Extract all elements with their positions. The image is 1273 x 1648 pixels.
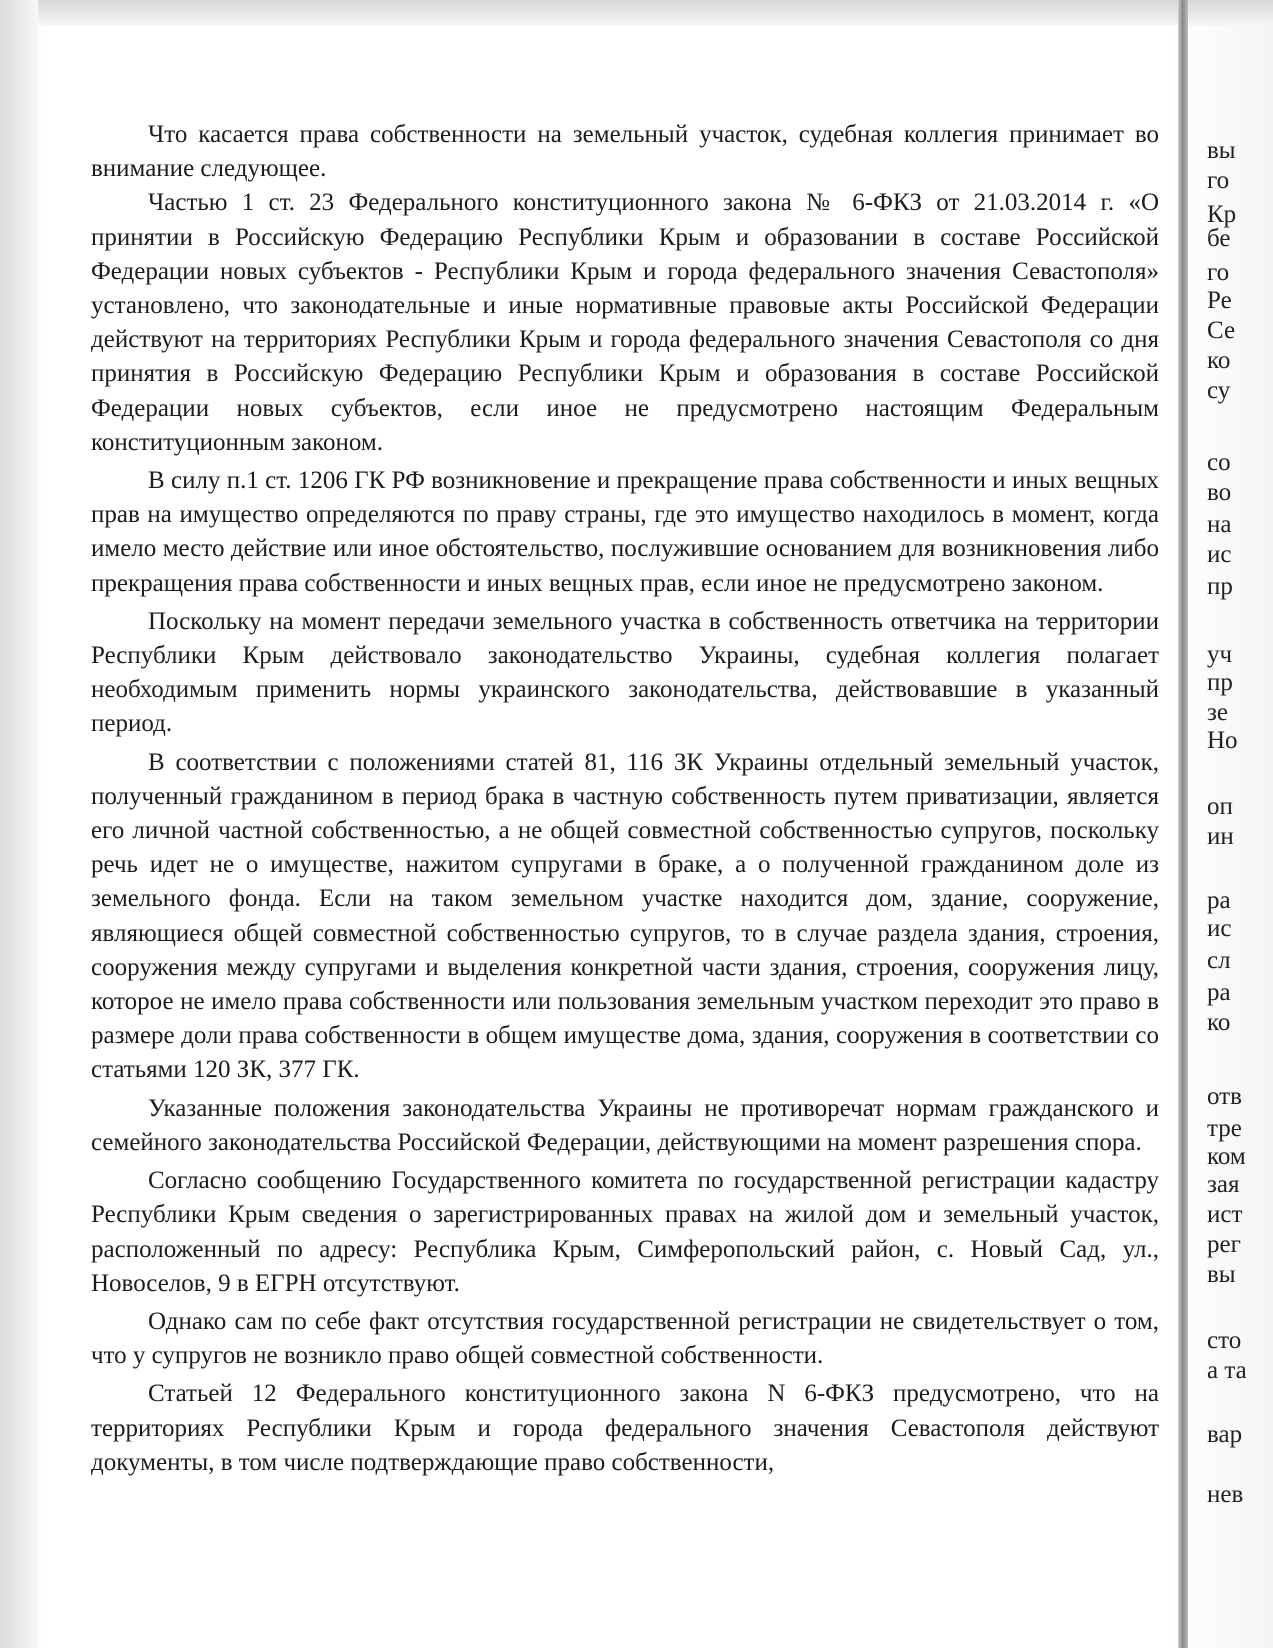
next-page-fragment: пр	[1207, 573, 1233, 600]
next-page-fragment: тре	[1207, 1115, 1242, 1142]
page-fold-shadow	[1178, 0, 1188, 1648]
next-page-fragment: со	[1207, 449, 1231, 476]
next-page-fragment: уч	[1207, 641, 1233, 668]
next-page-fragment: а та	[1207, 1357, 1247, 1384]
next-page-fragment: вар	[1207, 1421, 1243, 1448]
next-page-fragment: вы	[1207, 137, 1236, 164]
next-page-fragment: ист	[1207, 1201, 1243, 1228]
next-page-fragment: во	[1207, 479, 1232, 506]
next-page-fragment: ра	[1207, 887, 1231, 914]
next-page-fragment: ин	[1207, 823, 1234, 850]
next-page-fragment: Ре	[1207, 287, 1232, 314]
next-page-fragment: ис	[1207, 541, 1232, 568]
next-page-fragment: ко	[1207, 1009, 1231, 1036]
paragraph: Что касается права собственности на земельный участок, судебная коллегия принимает во внимание следующее.	[91, 121, 1159, 183]
paragraph: Однако сам по себе факт отсутствия государственной регистрации не свидетельствует о том, что у супругов не возникло право общей совместной собственности.	[91, 1307, 1159, 1370]
paragraph: Статьей 12 Федерального конституционного закона N 6-ФКЗ предусмотрено, что на территориях Республики Крым и города федерального значения Севастополя действуют документы, в том числе подтверждающие право собственности,	[91, 1380, 1159, 1476]
next-page-fragment: ком	[1207, 1143, 1246, 1170]
paragraph: Указанные положения законодательства Украины не противоречат нормам гражданского и семейного законодательства Российской Федерации, действующими на момент разрешения спора.	[91, 1094, 1159, 1156]
next-page-fragment: на	[1207, 511, 1232, 538]
next-page-fragment: ис	[1207, 915, 1232, 942]
paragraph: Согласно сообщению Государственного комитета по государственной регистрации кадастру Республики Крым сведения о зарегистрированных правах на жилой дом и земельный участок, расположенный по адресу: Республика Крым, Симферопольский район, с. Новый Сад, ул., Новоселов, 9 в ЕГРН отсутствуют.	[91, 1167, 1159, 1297]
scan-left-shadow	[0, 0, 38, 1648]
next-page-fragment: Кр	[1207, 201, 1237, 228]
next-page-edge	[1193, 118, 1273, 1648]
paragraph: Поскольку на момент передачи земельного участка в собственность ответчика на территории Республики Крым действовало законодательство Украины, судебная коллегия полагает необходимым применить нормы украинского законодательства, действовавшие в указанный период.	[91, 607, 1159, 738]
next-page-fragment: рег	[1207, 1231, 1241, 1258]
next-page-fragment: отв	[1207, 1083, 1242, 1110]
next-page-fragment: Се	[1207, 317, 1236, 344]
next-page-fragment: ра	[1207, 979, 1231, 1006]
next-page-fragment: бе	[1207, 225, 1231, 252]
next-page-fragment: ко	[1207, 347, 1231, 374]
next-page-fragment: сл	[1207, 947, 1231, 974]
next-page-fragment: сто	[1207, 1327, 1242, 1354]
scan-top-shadow	[0, 0, 1273, 26]
next-page-fragment: вы	[1207, 1261, 1236, 1288]
next-page-fragment: го	[1207, 167, 1230, 194]
next-page-fragment: зая	[1207, 1171, 1240, 1198]
paragraph: В соответствии с положениями статей 81, 116 ЗК Украины отдельный земельный участок, полученный гражданином в период брака в частную собственность путем приватизации, является его личной частной собственностью, а не общей совместной собственностью супругов, поскольку речь идет не о имуществе, нажитом супругами в браке, а о полученной гражданином доле из земельного фонда. Если на таком земельном участке находится дом, здание, сооружение, являющиеся общей совместной собственностью супругов, то в случае раздела здания, строения, сооружения между супругами и выделения конкретной части здания, строения, сооружения лицу, которое не имело права собственности или пользования земельным участком переходит это право в размере доли права собственности в общем имуществе дома, здания, сооружения в соответствии со статьями 120 ЗК, 377 ГК.	[91, 748, 1159, 1084]
next-page-fragment: нев	[1207, 1481, 1244, 1508]
next-page-fragment: пр	[1207, 669, 1233, 696]
document-body	[91, 118, 1159, 1480]
next-page-fragment: Но	[1207, 727, 1238, 754]
paragraph: Частью 1 ст. 23 Федерального конституционного закона № 6-ФКЗ от 21.03.2014 г. «О принятии в Российскую Федерацию Республики Крым и образовании в составе Российской Федерации новых субъектов - Республики Крым и города федерального значения Севастополя» установлено, что законодательные и иные нормативные правовые акты Российской Федерации действуют на территориях Республики Крым и города федерального значения Севастополя со дня принятия в Российскую Федерацию Республики Крым и образования в составе Российской Федерации новых субъектов, если иное не предусмотрено настоящим Федеральным конституционным законом.	[91, 189, 1159, 456]
next-page-fragment: оп	[1207, 793, 1233, 820]
next-page-fragment: го	[1207, 259, 1230, 286]
next-page-fragment: зе	[1207, 699, 1228, 726]
next-page-fragment: су	[1207, 377, 1231, 404]
paragraph: В силу п.1 ст. 1206 ГК РФ возникновение и прекращение права собственности и иных вещных прав на имущество определяются по праву страны, где это имущество находилось в момент, когда имело место действие или иное обстоятельство, послужившие основанием для возникновения либо прекращения права собственности и иных вещных прав, если иное не предусмотрено законом.	[91, 467, 1159, 597]
